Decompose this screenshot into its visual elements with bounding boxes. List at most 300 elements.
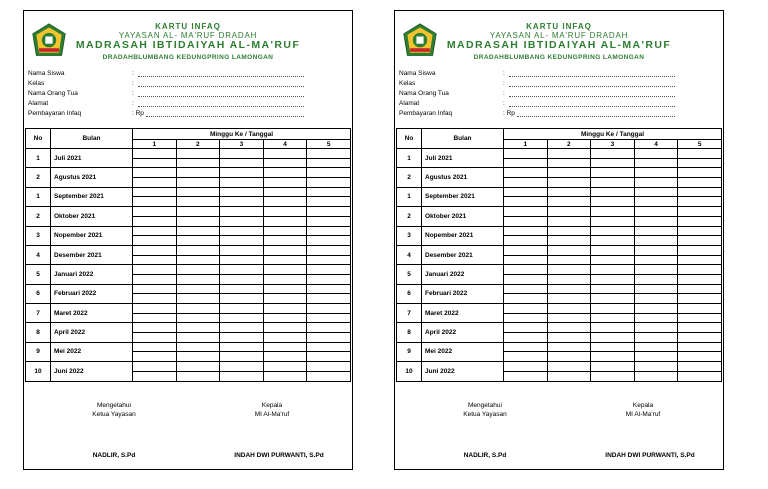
payment-cell[interactable] [634, 265, 678, 275]
payment-cell[interactable] [634, 313, 678, 323]
payment-cell[interactable] [133, 371, 177, 381]
row-month: Februari 2022 [51, 284, 133, 303]
payment-cell[interactable] [634, 284, 678, 294]
payment-cell[interactable] [263, 255, 307, 265]
payment-cell[interactable] [591, 333, 635, 343]
footer-left-line2: Ketua Yayasan [463, 411, 507, 418]
payment-cell[interactable] [634, 274, 678, 284]
payment-cell[interactable] [220, 342, 264, 352]
payment-cell[interactable] [591, 245, 635, 255]
payment-cell[interactable] [547, 371, 591, 381]
payment-cell[interactable] [263, 274, 307, 284]
payment-cell[interactable] [220, 226, 264, 236]
payment-cell[interactable] [504, 197, 548, 207]
row-month: Desember 2021 [51, 245, 133, 264]
payment-cell[interactable] [504, 342, 548, 352]
payment-cell[interactable] [220, 216, 264, 226]
field-label: Nama Orang Tua [399, 90, 449, 97]
payment-cell[interactable] [678, 245, 722, 255]
payment-cell[interactable] [133, 236, 177, 246]
payment-cell[interactable] [263, 265, 307, 275]
payment-cell[interactable] [220, 274, 264, 284]
payment-cell[interactable] [176, 284, 220, 294]
payment-cell[interactable] [263, 178, 307, 188]
row-number: 5 [26, 265, 51, 284]
payment-cell[interactable] [176, 245, 220, 255]
payment-cell[interactable] [220, 362, 264, 372]
field-prefix: : [132, 90, 134, 97]
row-month: Juni 2022 [422, 362, 504, 381]
payment-cell[interactable] [220, 197, 264, 207]
payment-cell[interactable] [591, 304, 635, 314]
payment-cell[interactable] [307, 333, 351, 343]
payment-cell[interactable] [220, 265, 264, 275]
payment-cell[interactable] [678, 255, 722, 265]
payment-cell[interactable] [678, 187, 722, 197]
payment-cell[interactable] [678, 216, 722, 226]
payment-cell[interactable] [220, 178, 264, 188]
payment-cell[interactable] [591, 207, 635, 217]
signature-ketua-yayasan: NADLIR, S.Pd [92, 452, 136, 459]
payment-cell[interactable] [591, 323, 635, 333]
table-row [26, 304, 351, 314]
payment-cell[interactable] [634, 294, 678, 304]
field-label: Alamat [399, 100, 420, 107]
payment-cell[interactable] [176, 158, 220, 168]
payment-cell[interactable] [133, 149, 177, 159]
table-row [397, 323, 722, 333]
field-row [28, 109, 348, 119]
payment-cell[interactable] [634, 352, 678, 362]
payment-cell[interactable] [678, 236, 722, 246]
payment-cell[interactable] [634, 323, 678, 333]
payment-cell[interactable] [634, 197, 678, 207]
payment-cell[interactable] [133, 362, 177, 372]
payment-cell[interactable] [176, 168, 220, 178]
payment-cell[interactable] [263, 216, 307, 226]
week-header: 4 [263, 140, 307, 149]
payment-cell[interactable] [504, 216, 548, 226]
payment-cell[interactable] [263, 226, 307, 236]
payment-cell[interactable] [634, 168, 678, 178]
payment-cell[interactable] [678, 168, 722, 178]
table-row [397, 207, 722, 217]
payment-cell[interactable] [634, 178, 678, 188]
payment-cell[interactable] [220, 371, 264, 381]
payment-cell[interactable] [263, 168, 307, 178]
payment-cell[interactable] [263, 304, 307, 314]
field-value-line [517, 109, 675, 117]
field-value-line [138, 79, 304, 87]
payment-cell[interactable] [307, 304, 351, 314]
payment-cell[interactable] [176, 255, 220, 265]
payment-cell[interactable] [176, 352, 220, 362]
payment-cell[interactable] [263, 362, 307, 372]
payment-cell[interactable] [176, 187, 220, 197]
card-title: KARTU INFAQ [526, 22, 592, 31]
payment-cell[interactable] [547, 168, 591, 178]
footer-right-line2: MI Al-Ma'ruf [625, 411, 661, 418]
payment-cell[interactable] [220, 313, 264, 323]
payment-cell[interactable] [220, 294, 264, 304]
payment-cell[interactable] [220, 333, 264, 343]
row-month: Maret 2022 [51, 304, 133, 323]
row-month: Juli 2021 [422, 149, 504, 168]
payment-cell[interactable] [133, 274, 177, 284]
payment-cell[interactable] [220, 207, 264, 217]
payment-cell[interactable] [547, 236, 591, 246]
payment-cell[interactable] [220, 168, 264, 178]
field-label: Alamat [28, 100, 49, 107]
row-number: 4 [397, 245, 422, 264]
payment-cell[interactable] [547, 216, 591, 226]
footer-left-line2: Ketua Yayasan [92, 411, 136, 418]
payment-cell[interactable] [307, 207, 351, 217]
payment-cell[interactable] [263, 284, 307, 294]
payment-cell[interactable] [307, 284, 351, 294]
payment-cell[interactable] [133, 216, 177, 226]
payment-cell[interactable] [547, 207, 591, 217]
payment-cell[interactable] [591, 274, 635, 284]
payment-cell[interactable] [307, 274, 351, 284]
row-number: 4 [26, 245, 51, 264]
field-value-line [138, 89, 304, 97]
payment-cell[interactable] [133, 245, 177, 255]
row-month: Desember 2021 [422, 245, 504, 264]
payment-cell[interactable] [678, 352, 722, 362]
table-row [26, 226, 351, 236]
payment-cell[interactable] [591, 149, 635, 159]
payment-cell[interactable] [634, 362, 678, 372]
payment-cell[interactable] [591, 265, 635, 275]
payment-cell[interactable] [176, 294, 220, 304]
payment-cell[interactable] [220, 158, 264, 168]
payment-cell[interactable] [504, 323, 548, 333]
payment-cell[interactable] [133, 207, 177, 217]
payment-cell[interactable] [176, 333, 220, 343]
payment-cell[interactable] [634, 236, 678, 246]
payment-cell[interactable] [176, 207, 220, 217]
payment-cell[interactable] [220, 245, 264, 255]
row-month: Mei 2022 [51, 342, 133, 361]
payment-cell[interactable] [133, 178, 177, 188]
payment-cell[interactable] [634, 342, 678, 352]
payment-cell[interactable] [263, 371, 307, 381]
field-prefix: : Rp [503, 110, 515, 117]
field-prefix: : [503, 100, 505, 107]
payment-cell[interactable] [133, 313, 177, 323]
field-value-line [509, 89, 675, 97]
row-number: 6 [397, 284, 422, 303]
payment-cell[interactable] [176, 226, 220, 236]
field-value-line [509, 69, 675, 77]
payment-cell[interactable] [678, 323, 722, 333]
payment-cell[interactable] [678, 274, 722, 284]
payment-cell[interactable] [133, 284, 177, 294]
payment-cell[interactable] [263, 187, 307, 197]
payment-cell[interactable] [263, 158, 307, 168]
field-value-line [509, 99, 675, 107]
payment-cell[interactable] [176, 236, 220, 246]
payment-cell[interactable] [504, 333, 548, 343]
payment-cell[interactable] [678, 333, 722, 343]
payment-cell[interactable] [133, 333, 177, 343]
payment-cell[interactable] [678, 149, 722, 159]
payment-cell[interactable] [220, 149, 264, 159]
payment-cell[interactable] [504, 158, 548, 168]
payment-cell[interactable] [176, 274, 220, 284]
payment-cell[interactable] [547, 333, 591, 343]
payment-cell[interactable] [263, 313, 307, 323]
payment-cell[interactable] [634, 158, 678, 168]
payment-cell[interactable] [133, 168, 177, 178]
payment-cell[interactable] [547, 342, 591, 352]
payment-cell[interactable] [133, 197, 177, 207]
payment-cell[interactable] [176, 197, 220, 207]
payment-cell[interactable] [176, 313, 220, 323]
payment-cell[interactable] [504, 149, 548, 159]
payment-cell[interactable] [547, 352, 591, 362]
payment-cell[interactable] [634, 245, 678, 255]
school-name: MADRASAH IBTIDAIYAH AL-MA'RUF [446, 39, 672, 51]
row-month: Januari 2022 [422, 265, 504, 284]
payment-cell[interactable] [678, 304, 722, 314]
payment-cell[interactable] [307, 342, 351, 352]
payment-cell[interactable] [591, 294, 635, 304]
payment-cell[interactable] [220, 236, 264, 246]
row-number: 10 [26, 362, 51, 381]
payment-cell[interactable] [307, 236, 351, 246]
payment-cell[interactable] [504, 313, 548, 323]
payment-cell[interactable] [307, 352, 351, 362]
payment-cell[interactable] [307, 168, 351, 178]
payment-cell[interactable] [307, 178, 351, 188]
payment-cell[interactable] [307, 294, 351, 304]
payment-cell[interactable] [176, 265, 220, 275]
payment-cell[interactable] [678, 265, 722, 275]
payment-cell[interactable] [176, 216, 220, 226]
payment-cell[interactable] [634, 207, 678, 217]
payment-cell[interactable] [307, 362, 351, 372]
payment-cell[interactable] [176, 178, 220, 188]
payment-cell[interactable] [307, 158, 351, 168]
payment-cell[interactable] [591, 168, 635, 178]
row-month: Oktober 2021 [422, 207, 504, 226]
payment-cell[interactable] [591, 226, 635, 236]
payment-cell[interactable] [547, 362, 591, 372]
payment-cell[interactable] [504, 304, 548, 314]
payment-cell[interactable] [504, 265, 548, 275]
row-month: Februari 2022 [422, 284, 504, 303]
row-number: 7 [26, 304, 51, 323]
payment-cell[interactable] [547, 158, 591, 168]
week-header: 5 [678, 140, 722, 149]
payment-cell[interactable] [591, 158, 635, 168]
payment-cell[interactable] [263, 323, 307, 333]
payment-cell[interactable] [133, 352, 177, 362]
field-label: Nama Orang Tua [28, 90, 78, 97]
payment-cell[interactable] [504, 274, 548, 284]
payment-cell[interactable] [220, 284, 264, 294]
signature-kepala: INDAH DWI PURWANTI, S.Pd [234, 452, 324, 459]
payment-cell[interactable] [678, 362, 722, 372]
payment-cell[interactable] [176, 149, 220, 159]
payment-cell[interactable] [547, 255, 591, 265]
payment-cell[interactable] [504, 226, 548, 236]
payment-cell[interactable] [504, 352, 548, 362]
table-row [397, 168, 722, 178]
col-header-weeks: Minggu Ke / Tanggal [504, 129, 722, 140]
payment-cell[interactable] [307, 245, 351, 255]
payment-cell[interactable] [591, 352, 635, 362]
payment-cell[interactable] [634, 333, 678, 343]
payment-cell[interactable] [504, 294, 548, 304]
payment-cell[interactable] [133, 158, 177, 168]
payment-cell[interactable] [504, 245, 548, 255]
payment-cell[interactable] [547, 313, 591, 323]
payment-cell[interactable] [634, 255, 678, 265]
payment-cell[interactable] [591, 342, 635, 352]
payment-cell[interactable] [547, 178, 591, 188]
payment-cell[interactable] [176, 362, 220, 372]
payment-cell[interactable] [678, 313, 722, 323]
payment-cell[interactable] [133, 294, 177, 304]
payment-cell[interactable] [176, 371, 220, 381]
payment-cell[interactable] [263, 197, 307, 207]
payment-cell[interactable] [678, 371, 722, 381]
payment-cell[interactable] [678, 178, 722, 188]
payment-cell[interactable] [263, 294, 307, 304]
payment-cell[interactable] [220, 187, 264, 197]
payment-cell[interactable] [263, 352, 307, 362]
payment-cell[interactable] [547, 197, 591, 207]
payment-cell[interactable] [678, 284, 722, 294]
payment-cell[interactable] [307, 323, 351, 333]
payment-cell[interactable] [504, 255, 548, 265]
payment-cell[interactable] [634, 216, 678, 226]
table-row [26, 168, 351, 178]
payment-cell[interactable] [547, 304, 591, 314]
payment-cell[interactable] [504, 284, 548, 294]
payment-cell[interactable] [547, 265, 591, 275]
payment-cell[interactable] [591, 255, 635, 265]
row-month: Nopember 2021 [51, 226, 133, 245]
payment-cell[interactable] [220, 304, 264, 314]
payment-cell[interactable] [634, 226, 678, 236]
payment-cell[interactable] [176, 304, 220, 314]
footer-right-line2: MI Al-Ma'ruf [254, 411, 290, 418]
payment-cell[interactable] [263, 149, 307, 159]
payment-cell[interactable] [591, 313, 635, 323]
payment-cell[interactable] [176, 323, 220, 333]
payment-cell[interactable] [220, 255, 264, 265]
payment-cell[interactable] [678, 207, 722, 217]
payment-cell[interactable] [133, 342, 177, 352]
payment-cell[interactable] [307, 197, 351, 207]
payment-cell[interactable] [547, 226, 591, 236]
payment-cell[interactable] [504, 187, 548, 197]
payment-cell[interactable] [591, 371, 635, 381]
payment-cell[interactable] [547, 294, 591, 304]
payment-cell[interactable] [133, 187, 177, 197]
payment-cell[interactable] [591, 187, 635, 197]
payment-cell[interactable] [220, 352, 264, 362]
row-number: 1 [397, 187, 422, 206]
card-header [395, 22, 723, 62]
payment-cell[interactable] [133, 323, 177, 333]
payment-cell[interactable] [307, 149, 351, 159]
payment-cell[interactable] [263, 207, 307, 217]
payment-cell[interactable] [591, 362, 635, 372]
row-number: 3 [26, 226, 51, 245]
payment-cell[interactable] [307, 216, 351, 226]
payment-cell[interactable] [263, 333, 307, 343]
payment-cell[interactable] [504, 207, 548, 217]
payment-cell[interactable] [547, 323, 591, 333]
payment-cell[interactable] [307, 226, 351, 236]
payment-cell[interactable] [591, 236, 635, 246]
field-prefix: : [503, 70, 505, 77]
payment-cell[interactable] [307, 371, 351, 381]
payment-cell[interactable] [504, 236, 548, 246]
payment-cell[interactable] [547, 187, 591, 197]
payment-cell[interactable] [307, 187, 351, 197]
payment-cell[interactable] [176, 342, 220, 352]
payment-cell[interactable] [307, 265, 351, 275]
payment-cell[interactable] [678, 342, 722, 352]
payment-cell[interactable] [133, 304, 177, 314]
payment-cell[interactable] [504, 168, 548, 178]
payment-cell[interactable] [547, 284, 591, 294]
field-label: Nama Siswa [28, 70, 65, 77]
payment-cell[interactable] [133, 265, 177, 275]
payment-cell[interactable] [133, 255, 177, 265]
payment-cell[interactable] [634, 304, 678, 314]
payment-cell[interactable] [591, 284, 635, 294]
payment-cell[interactable] [634, 149, 678, 159]
payment-cell[interactable] [263, 342, 307, 352]
payment-cell[interactable] [307, 313, 351, 323]
payment-cell[interactable] [504, 371, 548, 381]
payment-cell[interactable] [307, 255, 351, 265]
payment-cell[interactable] [504, 362, 548, 372]
payment-cell[interactable] [504, 178, 548, 188]
payment-cell[interactable] [547, 274, 591, 284]
payment-cell[interactable] [634, 187, 678, 197]
payment-cell[interactable] [591, 197, 635, 207]
payment-cell[interactable] [678, 158, 722, 168]
payment-cell[interactable] [678, 197, 722, 207]
table-row [397, 342, 722, 352]
field-row [28, 99, 348, 109]
payment-cell[interactable] [547, 245, 591, 255]
footer-right-line1: Kepala [261, 402, 283, 409]
payment-cell[interactable] [678, 294, 722, 304]
row-number: 8 [397, 323, 422, 342]
payment-cell[interactable] [591, 178, 635, 188]
payment-cell[interactable] [547, 149, 591, 159]
table-row [26, 362, 351, 372]
infaq-card-left [23, 10, 353, 470]
payment-cell[interactable] [591, 216, 635, 226]
payment-cell[interactable] [133, 226, 177, 236]
payment-cell[interactable] [263, 236, 307, 246]
payment-cell[interactable] [678, 226, 722, 236]
payment-cell[interactable] [634, 371, 678, 381]
table-row [26, 245, 351, 255]
payment-cell[interactable] [220, 323, 264, 333]
payment-cell[interactable] [263, 245, 307, 255]
